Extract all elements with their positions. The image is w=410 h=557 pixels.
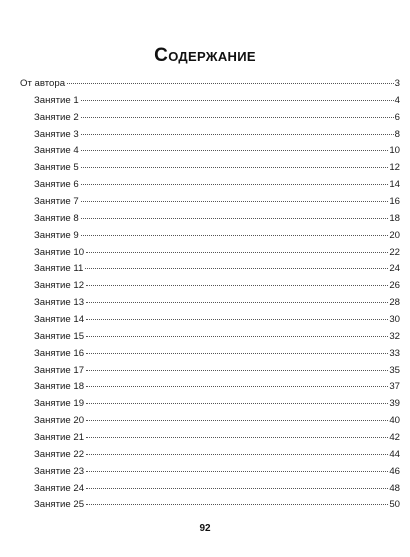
- toc-entry: [20, 464, 400, 481]
- dot-leader: [86, 454, 388, 455]
- toc-entry-page: 20: [389, 229, 400, 241]
- dot-leader: [86, 285, 388, 286]
- toc-entry-page: 3: [394, 78, 400, 89]
- dot-leader: [81, 218, 389, 219]
- toc-entry-page: 14: [389, 179, 400, 191]
- toc-entry: [20, 363, 400, 380]
- dot-leader: [86, 319, 388, 320]
- dot-leader: [85, 268, 388, 269]
- toc-entry-page: 39: [389, 398, 400, 410]
- toc-entry: [20, 143, 400, 160]
- toc-entry-page: 8: [394, 128, 400, 140]
- toc-entry-label: Занятие 11: [34, 263, 84, 275]
- toc-entry-label: Занятие 9: [34, 229, 79, 241]
- toc-entry-label: Занятие 2: [34, 111, 79, 123]
- dot-leader: [86, 471, 388, 472]
- toc-entry-label: Занятие 24: [34, 482, 85, 494]
- toc-entry-label: Занятие 25: [34, 499, 85, 511]
- toc-entry-page: 26: [389, 280, 400, 292]
- toc-entry-page: 48: [389, 482, 400, 494]
- toc-entry-label: Занятие 1: [34, 94, 79, 106]
- toc-entry: [20, 211, 400, 228]
- toc-entry: [20, 346, 400, 363]
- dot-leader: [86, 252, 388, 253]
- toc-entry-label: Занятие 7: [34, 196, 79, 208]
- dot-leader: [86, 420, 388, 421]
- toc-entry-page: 6: [394, 111, 400, 123]
- toc-entry: [20, 160, 400, 177]
- toc-entry: [20, 261, 400, 278]
- toc-entry-page: 12: [389, 162, 400, 174]
- toc-entry-label: Занятие 12: [34, 280, 85, 292]
- toc-entry-page: 44: [389, 448, 400, 460]
- table-of-contents: [20, 76, 400, 514]
- dot-leader: [81, 201, 389, 202]
- toc-entry-label: Занятие 22: [34, 448, 85, 460]
- dot-leader: [81, 167, 389, 168]
- toc-entry: [20, 110, 400, 127]
- dot-leader: [86, 302, 388, 303]
- toc-entry: [20, 430, 400, 447]
- toc-entry: [20, 228, 400, 245]
- toc-entry: [20, 245, 400, 262]
- toc-entry: [20, 497, 400, 514]
- dot-leader: [67, 83, 394, 84]
- dot-leader: [86, 386, 388, 387]
- toc-entry-page: 24: [389, 263, 400, 275]
- dot-leader: [86, 437, 388, 438]
- dot-leader: [81, 235, 389, 236]
- dot-leader: [86, 353, 388, 354]
- toc-entry-page: 40: [389, 415, 400, 427]
- toc-entry: [20, 396, 400, 413]
- toc-entry-page: 37: [389, 381, 400, 393]
- toc-entry-label: Занятие 20: [34, 415, 85, 427]
- dot-leader: [86, 336, 388, 337]
- toc-entry-page: 46: [389, 465, 400, 477]
- toc-entry: [20, 177, 400, 194]
- toc-entry-page: 16: [389, 196, 400, 208]
- toc-entry-label: От автора: [20, 78, 66, 89]
- toc-entry-page: 22: [389, 246, 400, 258]
- toc-entry-label: Занятие 23: [34, 465, 85, 477]
- dot-leader: [86, 488, 388, 489]
- toc-entry: [20, 481, 400, 498]
- toc-entry-page: 32: [389, 330, 400, 342]
- dot-leader: [81, 117, 394, 118]
- dot-leader: [86, 504, 388, 505]
- toc-entry: [20, 295, 400, 312]
- dot-leader: [81, 100, 394, 101]
- toc-entry-label: Занятие 16: [34, 347, 85, 359]
- dot-leader: [81, 184, 389, 185]
- toc-entry: [20, 447, 400, 464]
- toc-entry-label: Занятие 6: [34, 179, 79, 191]
- toc-entry-label: Занятие 21: [34, 432, 85, 444]
- toc-entry-label: Занятие 18: [34, 381, 85, 393]
- toc-entry: [20, 127, 400, 144]
- toc-entry-page: 42: [389, 432, 400, 444]
- toc-entry-label: Занятие 17: [34, 364, 85, 376]
- page-number: 92: [199, 523, 211, 534]
- toc-entry-page: 4: [394, 94, 400, 106]
- dot-leader: [81, 150, 389, 151]
- toc-entry-label: Занятие 19: [34, 398, 85, 410]
- toc-entry: [20, 413, 400, 430]
- toc-entry-page: 30: [389, 314, 400, 326]
- page-title: Содержание: [154, 45, 256, 66]
- toc-entry-label: Занятие 15: [34, 330, 85, 342]
- toc-entry: [20, 312, 400, 329]
- toc-entry-page: 35: [389, 364, 400, 376]
- toc-entry-label: Занятие 13: [34, 297, 85, 309]
- toc-entry-page: 33: [389, 347, 400, 359]
- toc-entry-label: Занятие 8: [34, 212, 79, 224]
- toc-entry-label: Занятие 10: [34, 246, 85, 258]
- toc-entry: [20, 329, 400, 346]
- toc-entry: [20, 379, 400, 396]
- dot-leader: [86, 370, 388, 371]
- toc-entry-label: Занятие 4: [34, 145, 79, 157]
- toc-entry: [20, 194, 400, 211]
- toc-entry: [20, 278, 400, 295]
- toc-entry: [20, 93, 400, 110]
- toc-entry-page: 28: [389, 297, 400, 309]
- toc-entry-label: Занятие 3: [34, 128, 79, 140]
- toc-entry-page: 10: [389, 145, 400, 157]
- dot-leader: [81, 134, 394, 135]
- toc-entry-page: 50: [389, 499, 400, 511]
- dot-leader: [86, 403, 388, 404]
- toc-entry-label: Занятие 5: [34, 162, 79, 174]
- toc-entry-label: Занятие 14: [34, 314, 85, 326]
- toc-entry-page: 18: [389, 212, 400, 224]
- toc-entry: [20, 76, 400, 93]
